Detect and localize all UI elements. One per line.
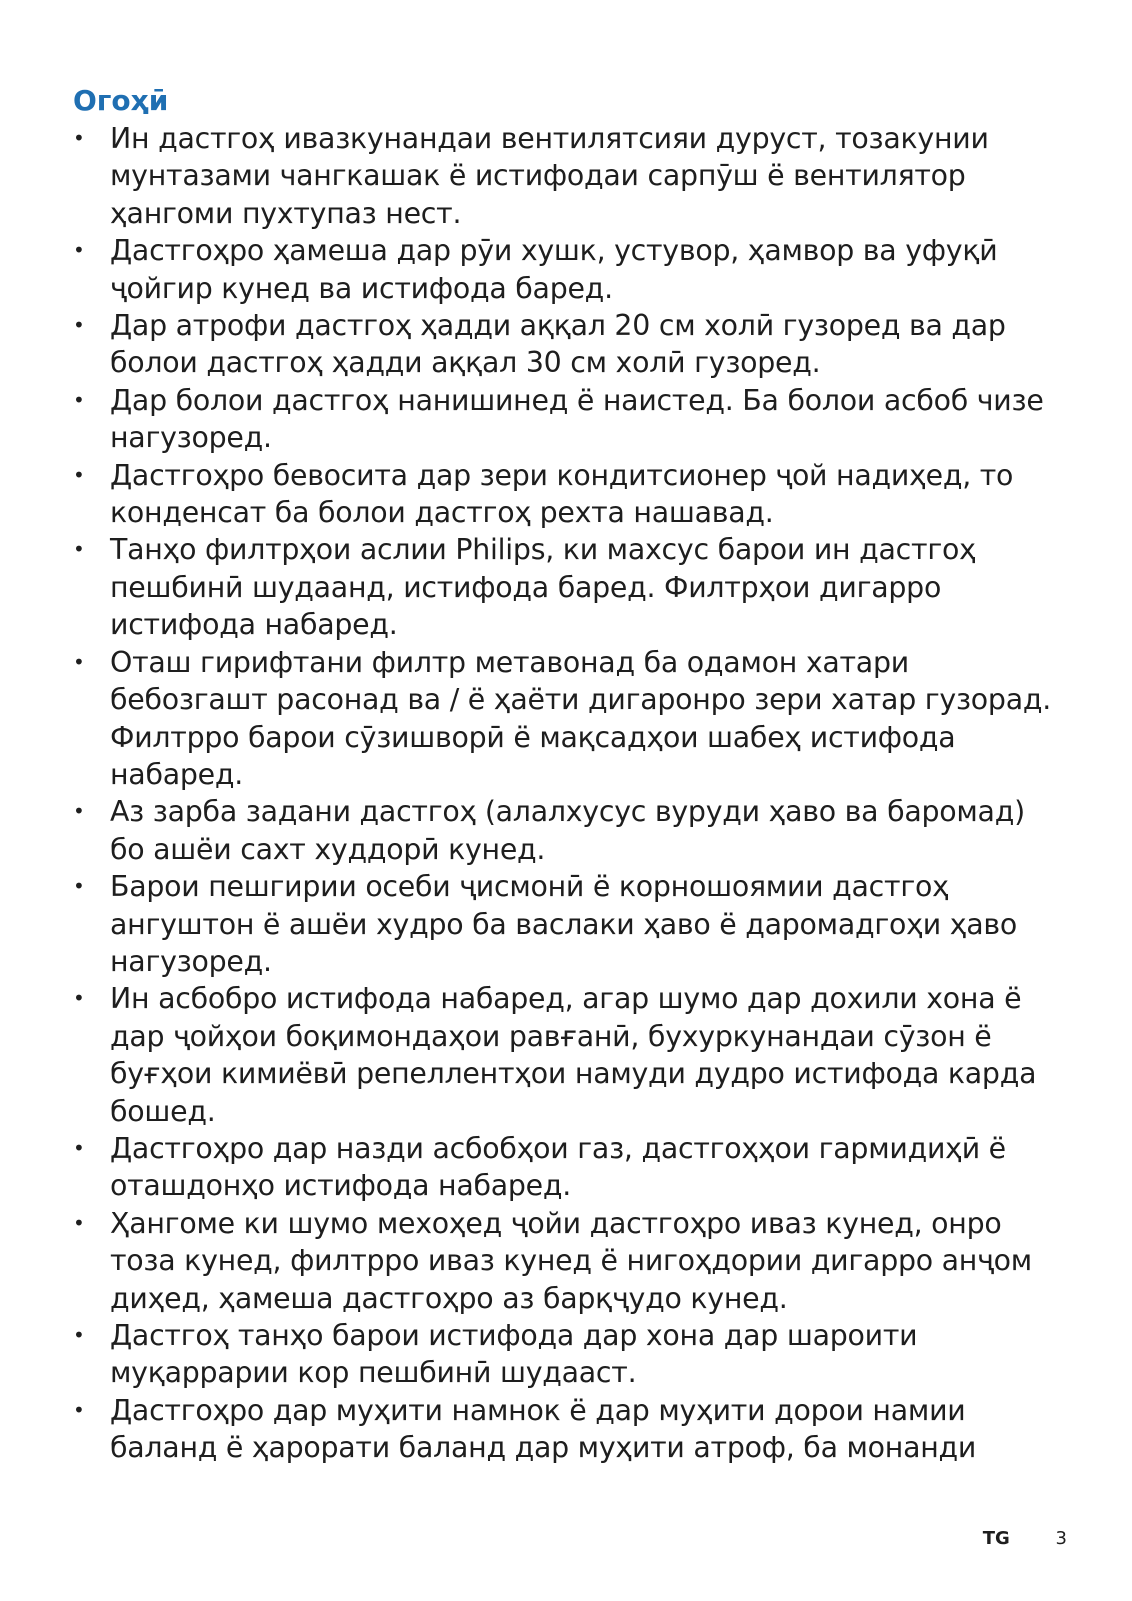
bullet-icon: • (73, 462, 85, 487)
warning-item (73, 980, 1068, 1130)
bullet-icon: • (73, 238, 85, 263)
bullet-icon: • (73, 313, 85, 338)
warning-item (73, 644, 1068, 794)
warning-item (73, 307, 1068, 382)
warning-text: Танҳо филтрҳои аслии Philips, ки махсус барои ин дастгоҳ пешбинӣ шудаанд, истифода баред. Филтрҳои дигарро истифода набаред. (110, 533, 976, 642)
warning-text: Дар атрофи дастгоҳ ҳадди аққал 20 см холӣ гузоред ва дар болои дастгоҳ ҳадди аққал 30 см холӣ гузоред. (110, 309, 1006, 380)
warning-text: Оташ гирифтани филтр метавонад ба одамон хатари бебозгашт расонад ва / ё ҳаёти дигаронро зери хатар гузорад. Филтрро барои сӯзишворӣ ё мақсадҳои шабеҳ истифода набаред. (110, 645, 1051, 791)
warning-text: Барои пешгирии осеби ҷисмонӣ ё корношоямии дастгоҳ ангуштон ё ашёи худро ба васлаки ҳаво ё даромадгоҳи ҳаво нагузоред. (110, 870, 1017, 978)
bullet-icon: • (73, 126, 85, 150)
warning-text: Дастгоҳро бевосита дар зери кондитсионер ҷой надиҳед, то конденсат ба болои дастгоҳ рехта нашавад. (110, 458, 1014, 530)
bullet-icon: • (73, 1210, 85, 1235)
warning-text: Дар болои дастгоҳ нанишинед ё наистед. Ба болои асбоб чизе нагузоред. (110, 383, 1044, 455)
bullet-icon: • (73, 1135, 85, 1160)
warning-text: Дастгоҳ танҳо барои истифода дар хона дар шароити муқаррарии кор пешбинӣ шудааст. (110, 1319, 918, 1390)
warning-text: Аз зарба задани дастгоҳ (алалхусус вуруди ҳаво ва баромад) бо ашёи сахт худдорӣ кунед. (110, 795, 1025, 866)
warning-item (73, 232, 1068, 307)
language-code: TG (982, 1528, 1010, 1549)
bullet-icon: • (73, 1397, 85, 1422)
bullet-icon: • (73, 799, 85, 824)
bullet-icon: • (73, 986, 85, 1011)
warning-item (73, 1205, 1068, 1317)
warning-item (73, 457, 1068, 532)
warning-text: Дастгоҳро дар муҳити намнок ё дар муҳити дорои намии баланд ё ҳарорати баланд дар муҳити атроф, ба монанди (110, 1393, 977, 1465)
warning-list (73, 120, 1068, 1467)
bullet-icon: • (73, 537, 85, 562)
bullet-icon: • (73, 387, 85, 412)
bullet-icon: • (73, 1323, 85, 1347)
warning-item (73, 531, 1068, 643)
page-number: 3 (1055, 1528, 1067, 1549)
bullet-icon: • (73, 874, 85, 899)
warning-text: Дастгоҳро дар назди асбобҳои газ, дастгоҳҳои гармидиҳӣ ё оташдонҳо истифода набаред. (110, 1131, 1006, 1203)
page-content (73, 82, 1068, 1467)
warning-item (73, 1392, 1068, 1467)
warning-text: Ҳангоме ки шумо мехоҳед ҷойи дастгоҳро иваз кунед, онро тоза кунед, филтрро иваз кунед ё нигоҳдории дигарро анҷом диҳед, ҳамеша дастгоҳро аз барқҷудо кунед. (110, 1206, 1032, 1315)
warning-item (73, 1317, 1068, 1392)
warning-item (73, 1130, 1068, 1205)
page-footer (983, 1527, 1067, 1551)
warning-item (73, 868, 1068, 980)
section-heading: Огоҳӣ (73, 84, 169, 117)
warning-item (73, 382, 1068, 457)
warning-item (73, 120, 1068, 232)
warning-text: Ин асбобро истифода набаред, агар шумо дар дохили хона ё дар ҷойҳои боқимондаҳои равғанӣ, бухуркунандаи сӯзон ё буғҳои кимиёвӣ репеллентҳои намуди дудро истифода карда бошед. (110, 982, 1037, 1128)
warning-text: Ин дастгоҳ ивазкунандаи вентилятсияи дуруст, тозакунии мунтазами чангкашак ё истифодаи сарпӯш ё вентилятор ҳангоми пухтупаз нест. (110, 122, 989, 230)
warning-item (73, 793, 1068, 868)
warning-text: Дастгоҳро ҳамеша дар рӯи хушк, устувор, ҳамвор ва уфуқӣ ҷойгир кунед ва истифода баред. (110, 234, 998, 305)
bullet-icon: • (73, 649, 85, 674)
